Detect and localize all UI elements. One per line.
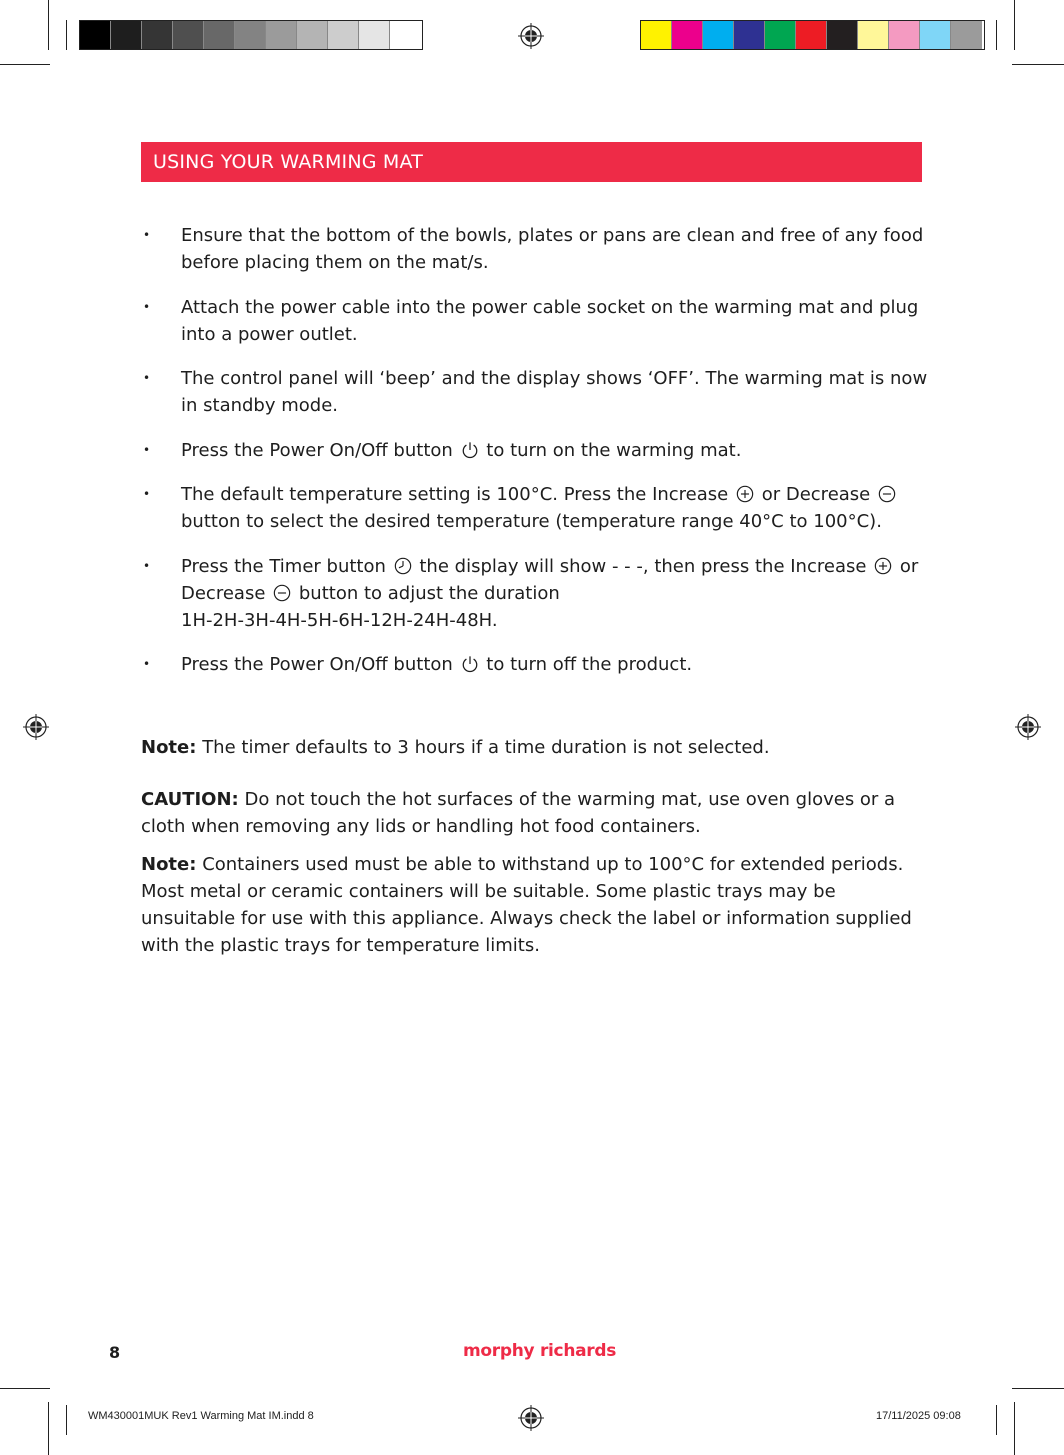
color-swatch xyxy=(641,21,672,49)
caution-note xyxy=(141,786,931,840)
plus-circle-icon xyxy=(736,485,754,503)
note-label: Note: xyxy=(141,854,197,875)
list-item-text: button to select the desired temperature (temperature range 40°C to 100°C). xyxy=(181,511,882,532)
color-swatch xyxy=(328,21,359,49)
color-swatch xyxy=(796,21,827,49)
caution-label: CAUTION: xyxy=(141,789,239,810)
list-item xyxy=(141,222,931,276)
list-item-text: Ensure that the bottom of the bowls, plates or pans are clean and free of any food before placing them on the mat/s. xyxy=(181,225,924,273)
crop-mark xyxy=(1014,0,1015,50)
page-number: 8 xyxy=(109,1343,121,1362)
color-swatch xyxy=(827,21,858,49)
minus-circle-icon xyxy=(878,485,896,503)
color-swatch xyxy=(266,21,297,49)
color-swatch xyxy=(235,21,266,49)
crop-mark xyxy=(996,20,997,50)
list-item-text: or Decrease xyxy=(761,484,871,505)
crop-mark xyxy=(1014,1402,1015,1455)
list-item-text: button to adjust the duration xyxy=(298,582,560,604)
color-swatch xyxy=(765,21,796,49)
color-swatch xyxy=(703,21,734,49)
color-swatch xyxy=(80,21,111,49)
registration-mark-icon xyxy=(1015,714,1041,740)
color-swatch xyxy=(204,21,235,49)
list-item xyxy=(141,481,931,535)
color-bar xyxy=(640,20,985,50)
color-swatch xyxy=(111,21,142,49)
brand-logo: morphy richards xyxy=(463,1341,617,1361)
note-label: Note: xyxy=(141,737,197,758)
list-item-text: the display will show - - -, then press the Increase xyxy=(419,555,867,577)
list-item-text: to turn off the product. xyxy=(486,654,693,675)
crop-mark xyxy=(1012,64,1064,65)
section-header xyxy=(141,142,922,182)
registration-mark-icon xyxy=(518,23,544,49)
section-title: USING YOUR WARMING MAT xyxy=(153,151,424,173)
color-swatch xyxy=(734,21,765,49)
list-item-text: or Decrease xyxy=(181,555,919,604)
note-containers xyxy=(141,851,931,959)
list-item xyxy=(141,437,931,464)
crop-mark xyxy=(0,64,50,65)
color-swatch xyxy=(173,21,204,49)
crop-mark xyxy=(996,1405,997,1435)
slug-file-info: WM430001MUK Rev1 Warming Mat IM.indd 8 xyxy=(88,1410,314,1422)
color-swatch xyxy=(889,21,920,49)
list-item-text: Attach the power cable into the power cable socket on the warming mat and plug into a power outlet. xyxy=(181,296,919,345)
power-icon xyxy=(461,441,479,459)
list-item-text: 1H-2H-3H-4H-5H-6H-12H-24H-48H. xyxy=(181,609,498,631)
color-swatch xyxy=(951,21,982,49)
list-item xyxy=(141,294,931,348)
note-timer xyxy=(141,734,931,761)
slug-date: 17/11/2025 09:08 xyxy=(876,1410,961,1422)
color-swatch xyxy=(920,21,951,49)
color-swatch xyxy=(390,21,421,49)
list-item xyxy=(141,651,931,678)
list-item-text: Press the Timer button xyxy=(181,555,386,577)
crop-mark xyxy=(48,0,49,50)
color-swatch xyxy=(359,21,390,49)
crop-mark xyxy=(1012,1388,1064,1389)
list-item xyxy=(141,553,931,634)
registration-mark-icon xyxy=(23,714,49,740)
list-item-text: to turn on the warming mat. xyxy=(486,439,742,461)
caution-text: Do not touch the hot surfaces of the warming mat, use oven gloves or a cloth when removing any lids or handling hot food containers. xyxy=(141,789,896,837)
crop-mark xyxy=(0,1388,50,1389)
instruction-list xyxy=(141,222,931,696)
note-text: The timer defaults to 3 hours if a time duration is not selected. xyxy=(202,737,770,758)
note-text: Containers used must be able to withstand up to 100°C for extended periods. Most metal or ceramic containers will be suitable. Some plastic trays may be unsuitable for use with this appliance. Always check the label or information supplied with the plastic trays for temperature limits. xyxy=(141,854,912,956)
power-icon xyxy=(461,655,479,673)
clock-icon xyxy=(394,557,412,575)
color-swatch xyxy=(672,21,703,49)
registration-mark-icon xyxy=(518,1405,544,1431)
color-swatch xyxy=(142,21,173,49)
plus-circle-icon xyxy=(874,557,892,575)
grayscale-bar xyxy=(79,20,423,50)
list-item-text: Press the Power On/Off button xyxy=(181,654,453,675)
crop-mark xyxy=(48,1402,49,1455)
crop-mark xyxy=(66,1405,67,1435)
color-swatch xyxy=(858,21,889,49)
list-item-text: The control panel will ‘beep’ and the display shows ‘OFF’. The warming mat is now in standby mode. xyxy=(181,368,928,416)
list-item-text: Press the Power On/Off button xyxy=(181,439,453,461)
list-item xyxy=(141,365,931,419)
crop-mark xyxy=(66,20,67,50)
list-item-text: The default temperature setting is 100°C. Press the Increase xyxy=(181,484,729,505)
color-swatch xyxy=(297,21,328,49)
minus-circle-icon xyxy=(273,584,291,602)
